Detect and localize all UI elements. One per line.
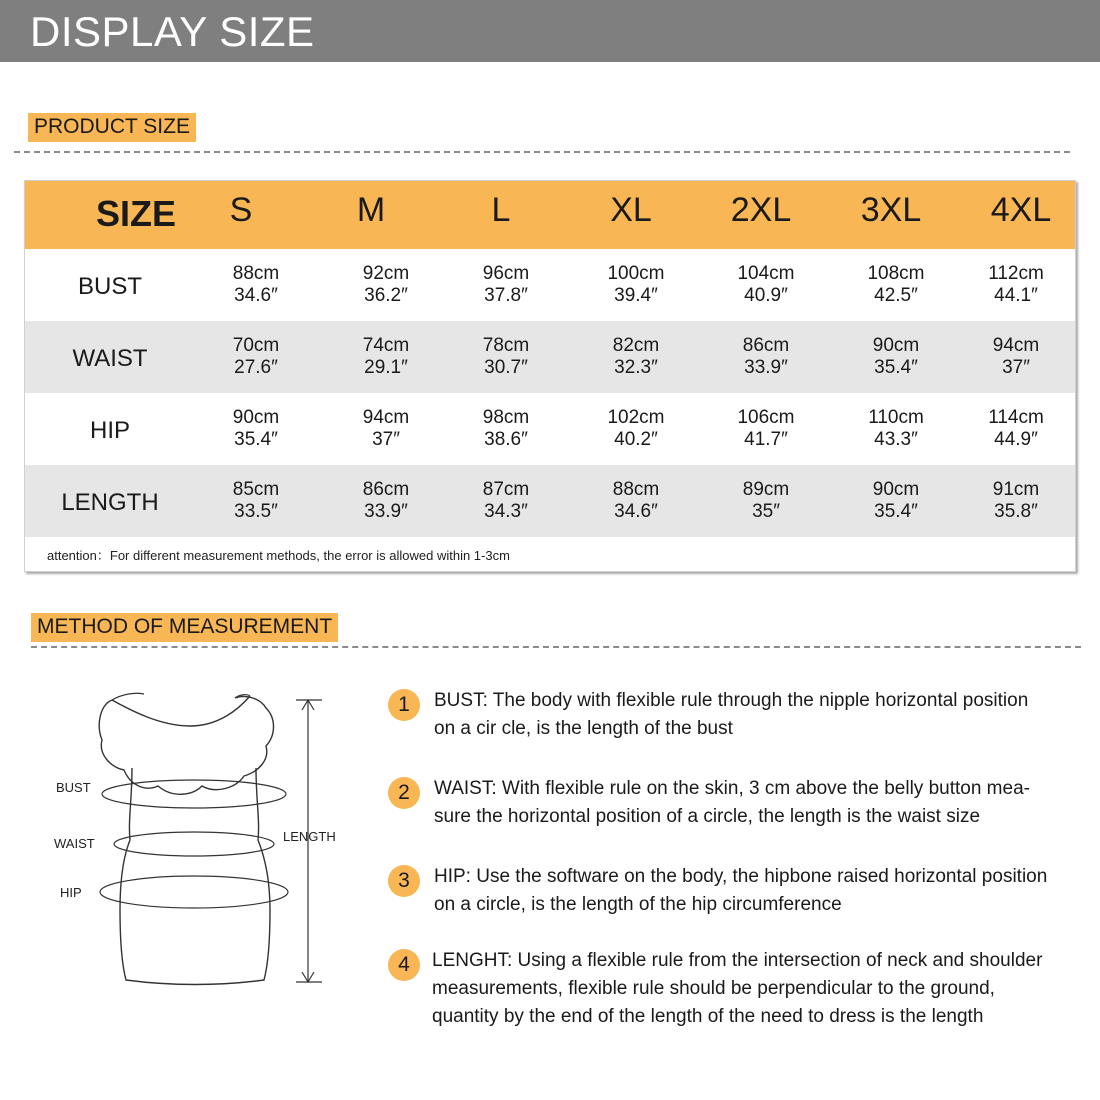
table-cell [841,335,951,379]
step-line: measurements, flexible rule should be perpendicular to the ground, [432,978,995,999]
product-size-heading: PRODUCT SIZE [28,113,196,142]
table-cell [961,335,1071,379]
table-cell [581,335,691,379]
cell-inch-value: 32.3″ [614,357,658,378]
table-cell [841,263,951,307]
table-row [25,321,1075,393]
cell-inch-value: 27.6″ [234,357,278,378]
cell-cm-value: 112cm [988,263,1044,284]
table-cell [201,479,311,523]
cell-inch-value: 35.8″ [994,501,1038,522]
size-2xl: 2XL [730,191,792,229]
size-table-header [25,181,1075,249]
cell-cm-value: 96cm [482,263,530,284]
step-line: sure the horizontal position of a circle, the length is the waist size [434,806,981,827]
section-divider [14,151,1070,153]
cell-cm-value: 74cm [362,335,410,356]
cell-inch-value: 38.6″ [484,429,528,450]
cell-inch-value: 34.6″ [614,501,658,522]
row-label: BUST [77,273,142,300]
step-number-badge: 1 [388,689,420,721]
cell-inch-value: 44.9″ [994,429,1038,450]
table-cell [451,479,561,523]
cell-cm-value: 90cm [872,335,920,356]
cell-cm-value: 88cm [232,263,280,284]
cell-inch-value: 40.2″ [614,429,658,450]
cell-cm-value: 91cm [992,479,1040,500]
cell-inch-value: 35.4″ [874,357,918,378]
step-line: LENGHT: Using a flexible rule from the intersection of neck and shoulder [432,950,1043,971]
cell-cm-value: 87cm [482,479,530,500]
cell-inch-value: 44.1″ [994,285,1038,306]
table-cell [581,479,691,523]
step-number-badge: 4 [388,949,420,981]
cell-inch-value: 34.3″ [484,501,528,522]
diagram-label-bust: BUST [56,780,91,795]
cell-cm-value: 100cm [607,263,665,284]
table-cell [581,407,691,451]
hip-circle [100,876,288,908]
cell-cm-value: 108cm [867,263,925,284]
table-cell [841,407,951,451]
cell-inch-value: 33.5″ [234,501,278,522]
cell-inch-value: 39.4″ [614,285,658,306]
cell-cm-value: 88cm [612,479,660,500]
cell-inch-value: 33.9″ [744,357,788,378]
cell-inch-value: 37″ [372,429,400,450]
cell-cm-value: 98cm [482,407,530,428]
step-text [434,863,1074,919]
step-line: quantity by the end of the length of the need to dress is the length [432,1006,984,1027]
cell-inch-value: 35.4″ [234,429,278,450]
header-bar [0,0,1100,62]
cell-inch-value: 36.2″ [364,285,408,306]
table-row [25,465,1075,537]
cell-inch-value: 35.4″ [874,501,918,522]
size-header-label: SIZE [95,193,176,234]
table-row [25,393,1075,465]
waist-circle [114,832,274,856]
neckline [112,696,250,726]
step-text [434,687,1074,743]
table-cell [711,479,821,523]
step-line: BUST: The body with flexible rule through the nipple horizontal position [434,690,1029,711]
cell-inch-value: 43.3″ [874,429,918,450]
row-label: WAIST [72,345,148,372]
cell-cm-value: 94cm [362,407,410,428]
cell-cm-value: 90cm [872,479,920,500]
table-cell [841,479,951,523]
step-text [432,947,1072,1031]
page-title: DISPLAY SIZE [30,8,315,55]
cell-inch-value: 37″ [1002,357,1030,378]
table-cell [201,407,311,451]
shoulder-lines [112,693,250,700]
table-cell [201,263,311,307]
cell-cm-value: 78cm [482,335,530,356]
cell-inch-value: 34.6″ [234,285,278,306]
cell-inch-value: 40.9″ [744,285,788,306]
step-line: WAIST: With flexible rule on the skin, 3 cm above the belly button mea- [434,778,1030,799]
cell-cm-value: 102cm [607,407,665,428]
cell-cm-value: 106cm [737,407,795,428]
table-cell [711,335,821,379]
step-line: HIP: Use the software on the body, the hipbone raised horizontal position [434,866,1048,887]
dress-diagram [40,680,360,1000]
measurement-note: attention：For different measurement methods, the error is allowed within 1-3cm [47,548,510,563]
cell-cm-value: 92cm [362,263,410,284]
cell-cm-value: 86cm [742,335,790,356]
step-number-badge: 3 [388,865,420,897]
cell-inch-value: 30.7″ [484,357,528,378]
cell-cm-value: 82cm [612,335,660,356]
size-m: M [356,191,386,229]
table-cell [451,263,561,307]
cell-cm-value: 70cm [232,335,280,356]
row-label: HIP [89,417,130,444]
cell-inch-value: 42.5″ [874,285,918,306]
bust-circle [102,780,286,808]
table-cell [961,263,1071,307]
size-xl: XL [610,191,652,229]
cell-cm-value: 89cm [742,479,790,500]
table-cell [711,407,821,451]
cell-inch-value: 37.8″ [484,285,528,306]
table-cell [201,335,311,379]
cell-inch-value: 29.1″ [364,357,408,378]
table-cell [961,479,1071,523]
table-cell [711,263,821,307]
cell-cm-value: 114cm [988,407,1044,428]
table-cell [961,407,1071,451]
cell-cm-value: 104cm [737,263,795,284]
cell-cm-value: 85cm [232,479,280,500]
diagram-label-length: LENGTH [283,829,336,844]
table-cell [331,263,441,307]
size-3xl: 3XL [860,191,922,229]
step-line: on a cir cle, is the length of the bust [434,718,733,739]
diagram-label-hip: HIP [60,885,82,900]
cell-inch-value: 33.9″ [364,501,408,522]
diagram-label-waist: WAIST [54,836,95,851]
size-s: S [229,191,253,229]
size-table [24,180,1076,572]
cell-inch-value: 35″ [752,501,780,522]
size-l: L [491,191,511,229]
cell-cm-value: 94cm [992,335,1040,356]
size-4xl: 4XL [990,191,1052,229]
table-cell [581,263,691,307]
step-number-badge: 2 [388,777,420,809]
step-line: on a circle, is the length of the hip circumference [434,894,842,915]
table-cell [331,335,441,379]
cell-inch-value: 41.7″ [744,429,788,450]
table-cell [331,479,441,523]
cell-cm-value: 90cm [232,407,280,428]
table-cell [331,407,441,451]
row-label: LENGTH [61,489,159,516]
cell-cm-value: 86cm [362,479,410,500]
section-divider [31,646,1081,648]
cell-cm-value: 110cm [868,407,924,428]
table-row [25,249,1075,321]
measurement-heading: METHOD OF MEASUREMENT [31,613,338,642]
table-cell [451,407,561,451]
step-text [434,775,1074,831]
table-cell [451,335,561,379]
